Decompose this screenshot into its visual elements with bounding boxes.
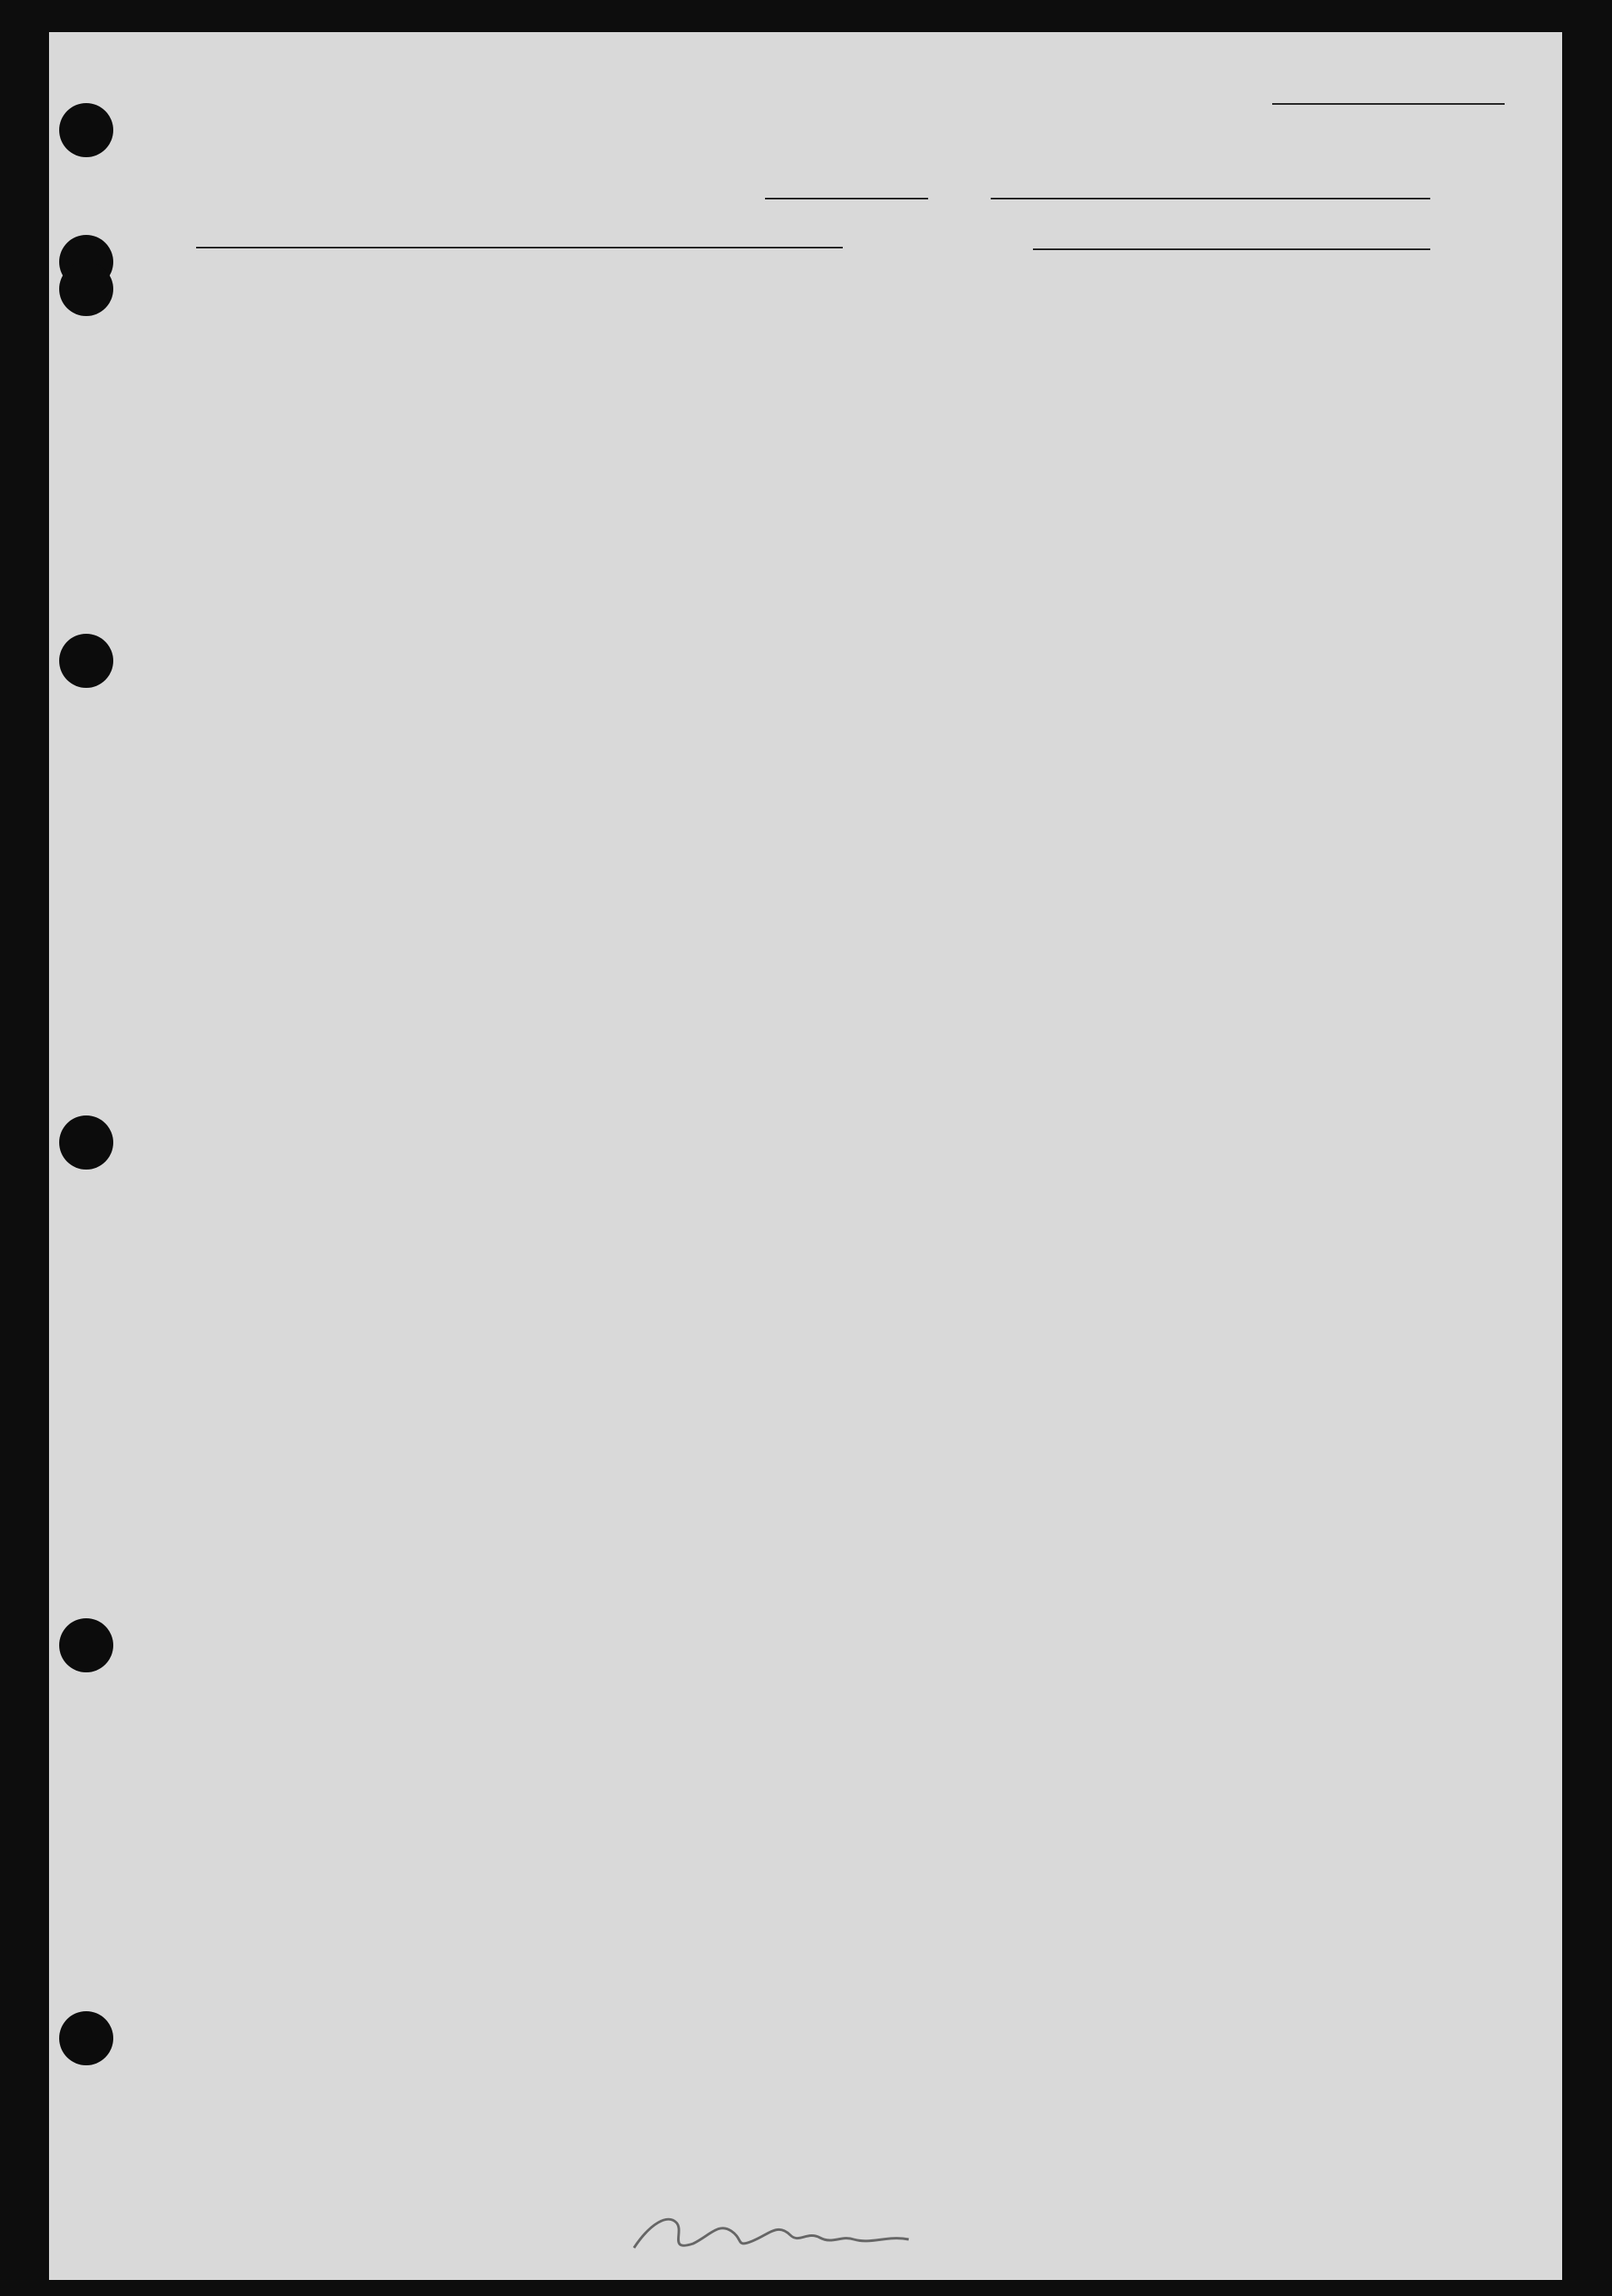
- signature: [617, 2197, 938, 2265]
